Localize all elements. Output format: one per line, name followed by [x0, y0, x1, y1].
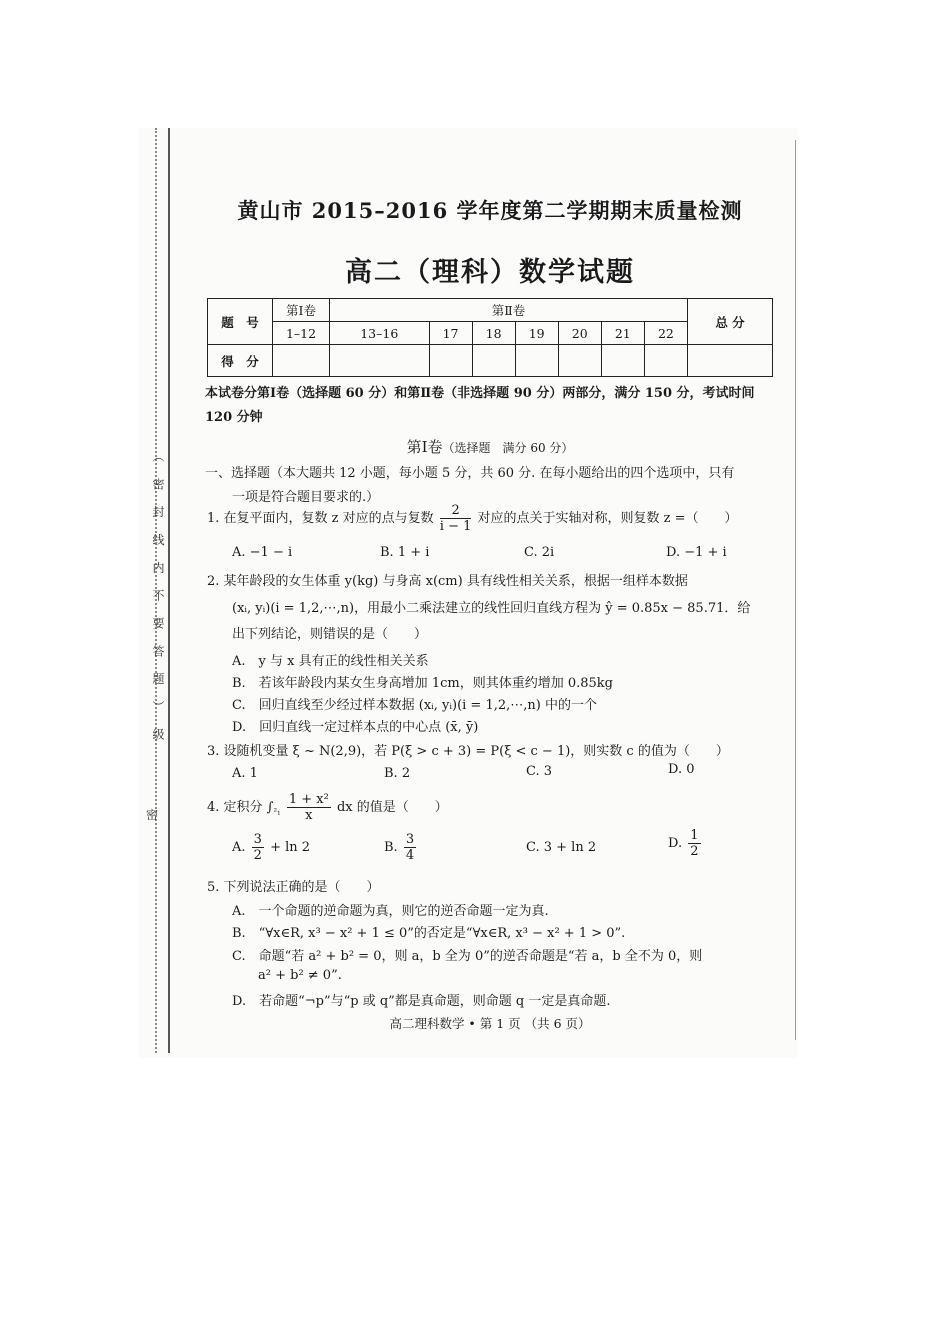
q4-option-a-fraction [252, 832, 264, 863]
q1-fraction [440, 503, 472, 534]
q1-option-d[interactable]: D. −1 + i [666, 545, 727, 560]
juan1-header: 第Ⅰ卷 [273, 299, 330, 322]
q5-option-a[interactable]: A. 一个命题的逆命题为真，则它的逆否命题一定为真. [232, 904, 549, 919]
q4-option-d[interactable] [668, 828, 703, 859]
q4-option-d-den: 2 [690, 844, 699, 859]
q4-option-b-den: 4 [405, 848, 415, 863]
section-title-sub: （选择题 满分 60 分） [442, 441, 574, 455]
score-cell[interactable] [273, 345, 330, 377]
q5-option-d[interactable]: D. 若命题“¬p”与“p 或 q”都是真命题，则命题 q 一定是真命题. [232, 994, 611, 1009]
q4-frac-num: 1 + x² [288, 792, 329, 807]
q4-option-d-num: 1 [690, 828, 699, 843]
q3-option-c[interactable]: C. 3 [526, 764, 553, 779]
q5-option-b[interactable]: B. “∀x∈R, x³ − x² + 1 ≤ 0”的否定是“∀x∈R, x³ − x² + 1 > 0”. [232, 926, 626, 941]
page-edge-line [795, 140, 796, 1040]
section-title [205, 436, 775, 457]
q3-option-b[interactable]: B. 2 [384, 766, 411, 781]
q5-option-c[interactable]: C. 命题“若 a² + b² = 0，则 a，b 全为 0”的逆否命题是“若 a，b 全不为 0，则 [232, 949, 703, 964]
total-label: 总 分 [688, 299, 773, 345]
part1-heading-cont: 一项是符合题目要求的.） [232, 490, 380, 505]
exam-instructions: 本试卷分第Ⅰ卷（选择题 60 分）和第Ⅱ卷（非选择题 90 分）两部分，满分 150 分，考试时间 120 分钟 [205, 386, 755, 425]
question-2-line-3: 出下列结论，则错误的是（ ） [232, 627, 428, 642]
score-cell[interactable] [330, 345, 430, 377]
q2-option-c[interactable]: C. 回归直线至少经过样本数据 (xᵢ, yᵢ)(i = 1,2,⋯,n) 中的一个 [232, 698, 597, 713]
q4-limits: ²₁ [273, 807, 281, 818]
score-cell[interactable] [601, 345, 644, 377]
q4-frac-den: x [305, 808, 313, 823]
q1-frac-num: 2 [440, 503, 472, 519]
section-title-main: 第Ⅰ卷 [406, 438, 443, 456]
q1-frac-den: i − 1 [439, 519, 472, 534]
question-5: 5. 下列说法正确的是（ ） [207, 880, 380, 895]
q3-option-a[interactable]: A. 1 [232, 766, 258, 781]
seal-mi-label: 密 [146, 808, 159, 822]
q4-option-b-num: 3 [405, 832, 415, 847]
q4-option-a-den: 2 [253, 848, 262, 863]
score-table [207, 298, 773, 377]
col-header: 13–16 [330, 322, 430, 345]
q4-option-c[interactable]: C. 3 + ln 2 [526, 840, 597, 855]
page-footer: 高二理科数学 • 第 1 页 （共 6 页） [389, 1016, 591, 1031]
q1-option-c[interactable]: C. 2i [524, 545, 555, 560]
juan2-header: 第Ⅱ卷 [330, 299, 688, 322]
col-header: 18 [472, 322, 515, 345]
q3-option-d[interactable]: D. 0 [668, 762, 695, 777]
col-header: 17 [429, 322, 472, 345]
question-4 [207, 792, 448, 823]
part1-heading: 一、选择题（本大题共 12 小题，每小题 5 分，共 60 分. 在每小题给出的四个选项中，只有 [205, 466, 735, 481]
q4-stem-a: 4. 定积分 ∫ [207, 800, 274, 815]
score-cell[interactable] [644, 345, 687, 377]
question-1 [207, 503, 738, 534]
q4-option-d-label: D. [668, 836, 683, 851]
col-header: 21 [601, 322, 644, 345]
question-2-line-1: 2. 某年龄段的女生体重 y(kg) 与身高 x(cm) 具有线性相关关系，根据一组样本数据 [207, 574, 688, 589]
question-3: 3. 设随机变量 ξ ~ N(2,9)，若 P(ξ > c + 3) = P(ξ < c − 1)，则实数 c 的值为（ ） [207, 744, 729, 759]
q4-option-a-tail: + ln 2 [270, 840, 311, 855]
q4-option-d-fraction [688, 828, 700, 859]
col-header: 1–12 [273, 322, 330, 345]
score-cell[interactable] [472, 345, 515, 377]
score-cell[interactable] [515, 345, 558, 377]
col-header: 22 [644, 322, 687, 345]
q4-stem-b: dx 的值是（ ） [336, 800, 448, 815]
q5-option-c-cont: a² + b² ≠ 0”. [258, 968, 342, 983]
q4-option-a[interactable] [232, 832, 310, 863]
q1-option-a[interactable]: A. −1 − i [232, 545, 293, 560]
col-header: 19 [515, 322, 558, 345]
q4-option-a-label: A. [232, 840, 246, 855]
q4-option-b-fraction [404, 832, 416, 863]
score-cell[interactable] [558, 345, 601, 377]
seal-line-text: （ 密 封 线 内 不 要 答 题 ） 级 [151, 450, 165, 747]
exam-title: 黄山市 2015–2016 学年度第二学期期末质量检测 [237, 198, 743, 223]
q2-option-d[interactable]: D. 回归直线一定过样本点的中心点 (x̄, ȳ) [232, 720, 479, 735]
q2-option-a[interactable]: A. y 与 x 具有正的线性相关关系 [232, 654, 429, 669]
q1-stem-a: 1. 在复平面内，复数 z 对应的点与复数 [207, 511, 434, 526]
question-2-line-2: (xᵢ, yᵢ)(i = 1,2,⋯,n)，用最小二乘法建立的线性回归直线方程为 ŷ = 0.85x − 85.71．给 [232, 601, 751, 616]
q4-option-b[interactable] [384, 832, 418, 863]
score-cell[interactable] [429, 345, 472, 377]
score-cell[interactable] [688, 345, 773, 377]
q2-option-b[interactable]: B. 若该年龄段内某女生身高增加 1cm，则其体重约增加 0.85kg [232, 676, 613, 691]
col-header: 20 [558, 322, 601, 345]
q4-option-b-label: B. [384, 840, 398, 855]
q1-option-b[interactable]: B. 1 + i [380, 545, 430, 560]
q1-stem-b: 对应的点关于实轴对称，则复数 z =（ ） [477, 511, 738, 526]
exam-subtitle: 高二（理科）数学试题 [345, 257, 635, 288]
q4-option-a-num: 3 [253, 832, 262, 847]
tihao-label: 题 号 [208, 299, 273, 345]
q4-fraction [287, 792, 331, 823]
defen-label: 得 分 [208, 345, 273, 377]
